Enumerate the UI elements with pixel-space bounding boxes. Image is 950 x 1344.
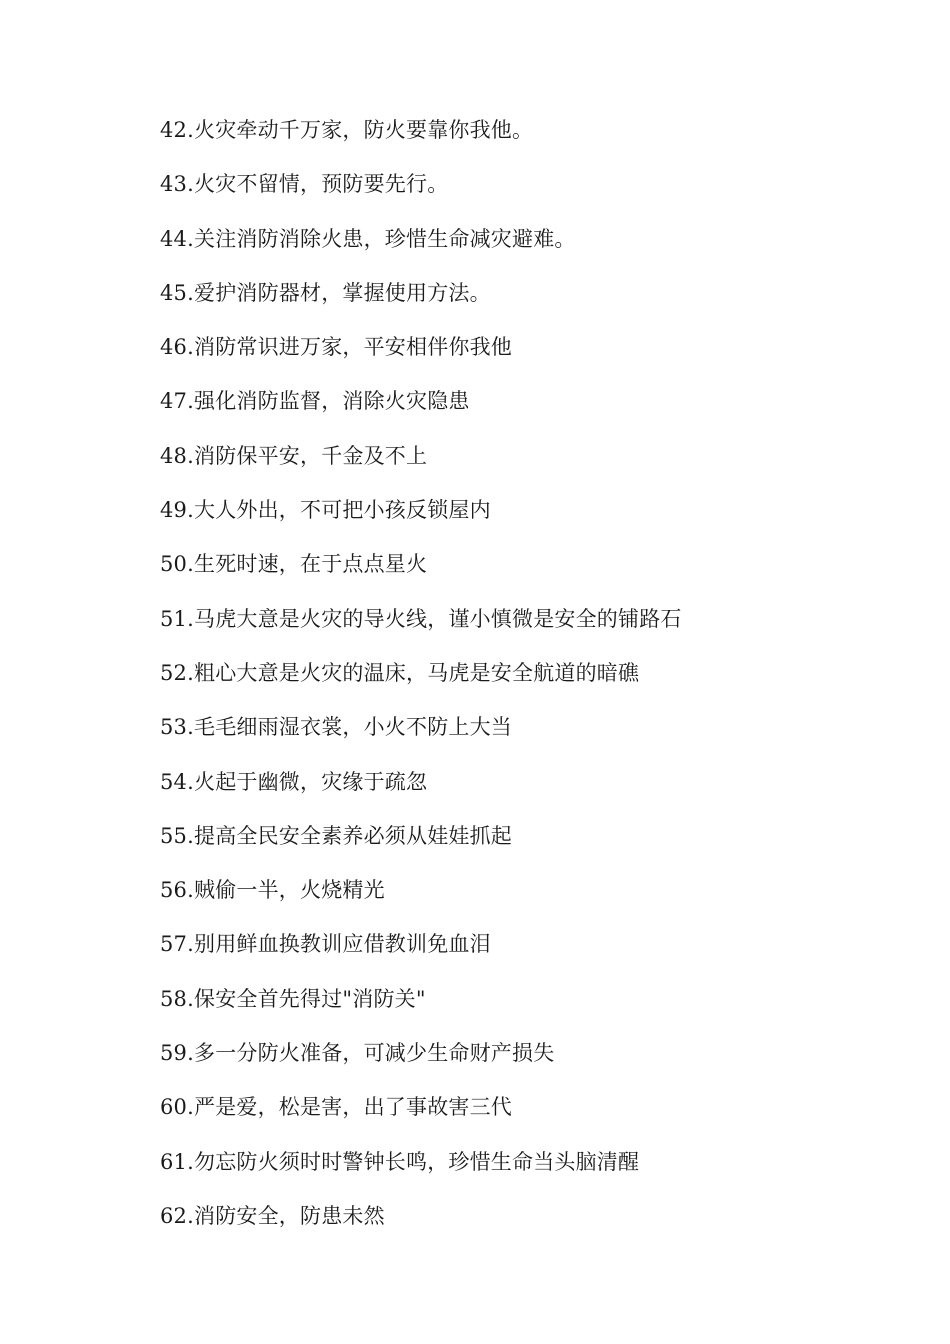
slogan-line-49: 49.大人外出，不可把小孩反锁屋内 <box>160 498 491 523</box>
slogan-line-62: 62.消防安全，防患未然 <box>160 1203 385 1228</box>
slogan-line-47: 47.强化消防监督，消除火灾隐患 <box>160 389 470 414</box>
slogan-line-42: 42.火灾牵动千万家，防火要靠你我他。 <box>160 118 534 142</box>
slogan-line-56: 56.贼偷一半，火烧精光 <box>160 878 385 903</box>
slogan-line-55: 55.提高全民安全素养必须从娃娃抓起 <box>160 823 512 848</box>
slogan-line-44: 44.关注消防消除火患，珍惜生命减灾避难。 <box>160 226 576 251</box>
slogan-line-45: 45.爱护消防器材，掌握使用方法。 <box>160 280 491 305</box>
slogan-line-50: 50.生死时速，在于点点星火 <box>160 552 428 577</box>
slogan-line-51: 51.马虎大意是火灾的导火线，谨小慎微是安全的铺路石 <box>160 606 682 631</box>
slogan-line-59: 59.多一分防火准备，可减少生命财产损失 <box>160 1041 555 1066</box>
slogan-list <box>160 112 900 1252</box>
slogan-line-52: 52.粗心大意是火灾的温床，马虎是安全航道的暗礁 <box>160 660 640 685</box>
slogan-line-61: 61.勿忘防火须时时警钟长鸣，珍惜生命当头脑清醒 <box>160 1149 640 1174</box>
slogan-line-54: 54.火起于幽微，灾缘于疏忽 <box>160 769 428 794</box>
slogan-line-57: 57.别用鲜血换教训应借教训免血泪 <box>160 932 491 957</box>
slogan-line-60: 60.严是爱，松是害，出了事故害三代 <box>160 1095 512 1120</box>
slogan-line-46: 46.消防常识进万家，平安相伴你我他 <box>160 335 512 360</box>
slogan-line-53: 53.毛毛细雨湿衣裳，小火不防上大当 <box>160 715 512 740</box>
slogan-line-43: 43.火灾不留情，预防要先行。 <box>160 172 449 197</box>
slogan-line-48: 48.消防保平安，千金及不上 <box>160 443 428 468</box>
slogan-line-58: 58.保安全首先得过"消防关" <box>160 986 426 1011</box>
